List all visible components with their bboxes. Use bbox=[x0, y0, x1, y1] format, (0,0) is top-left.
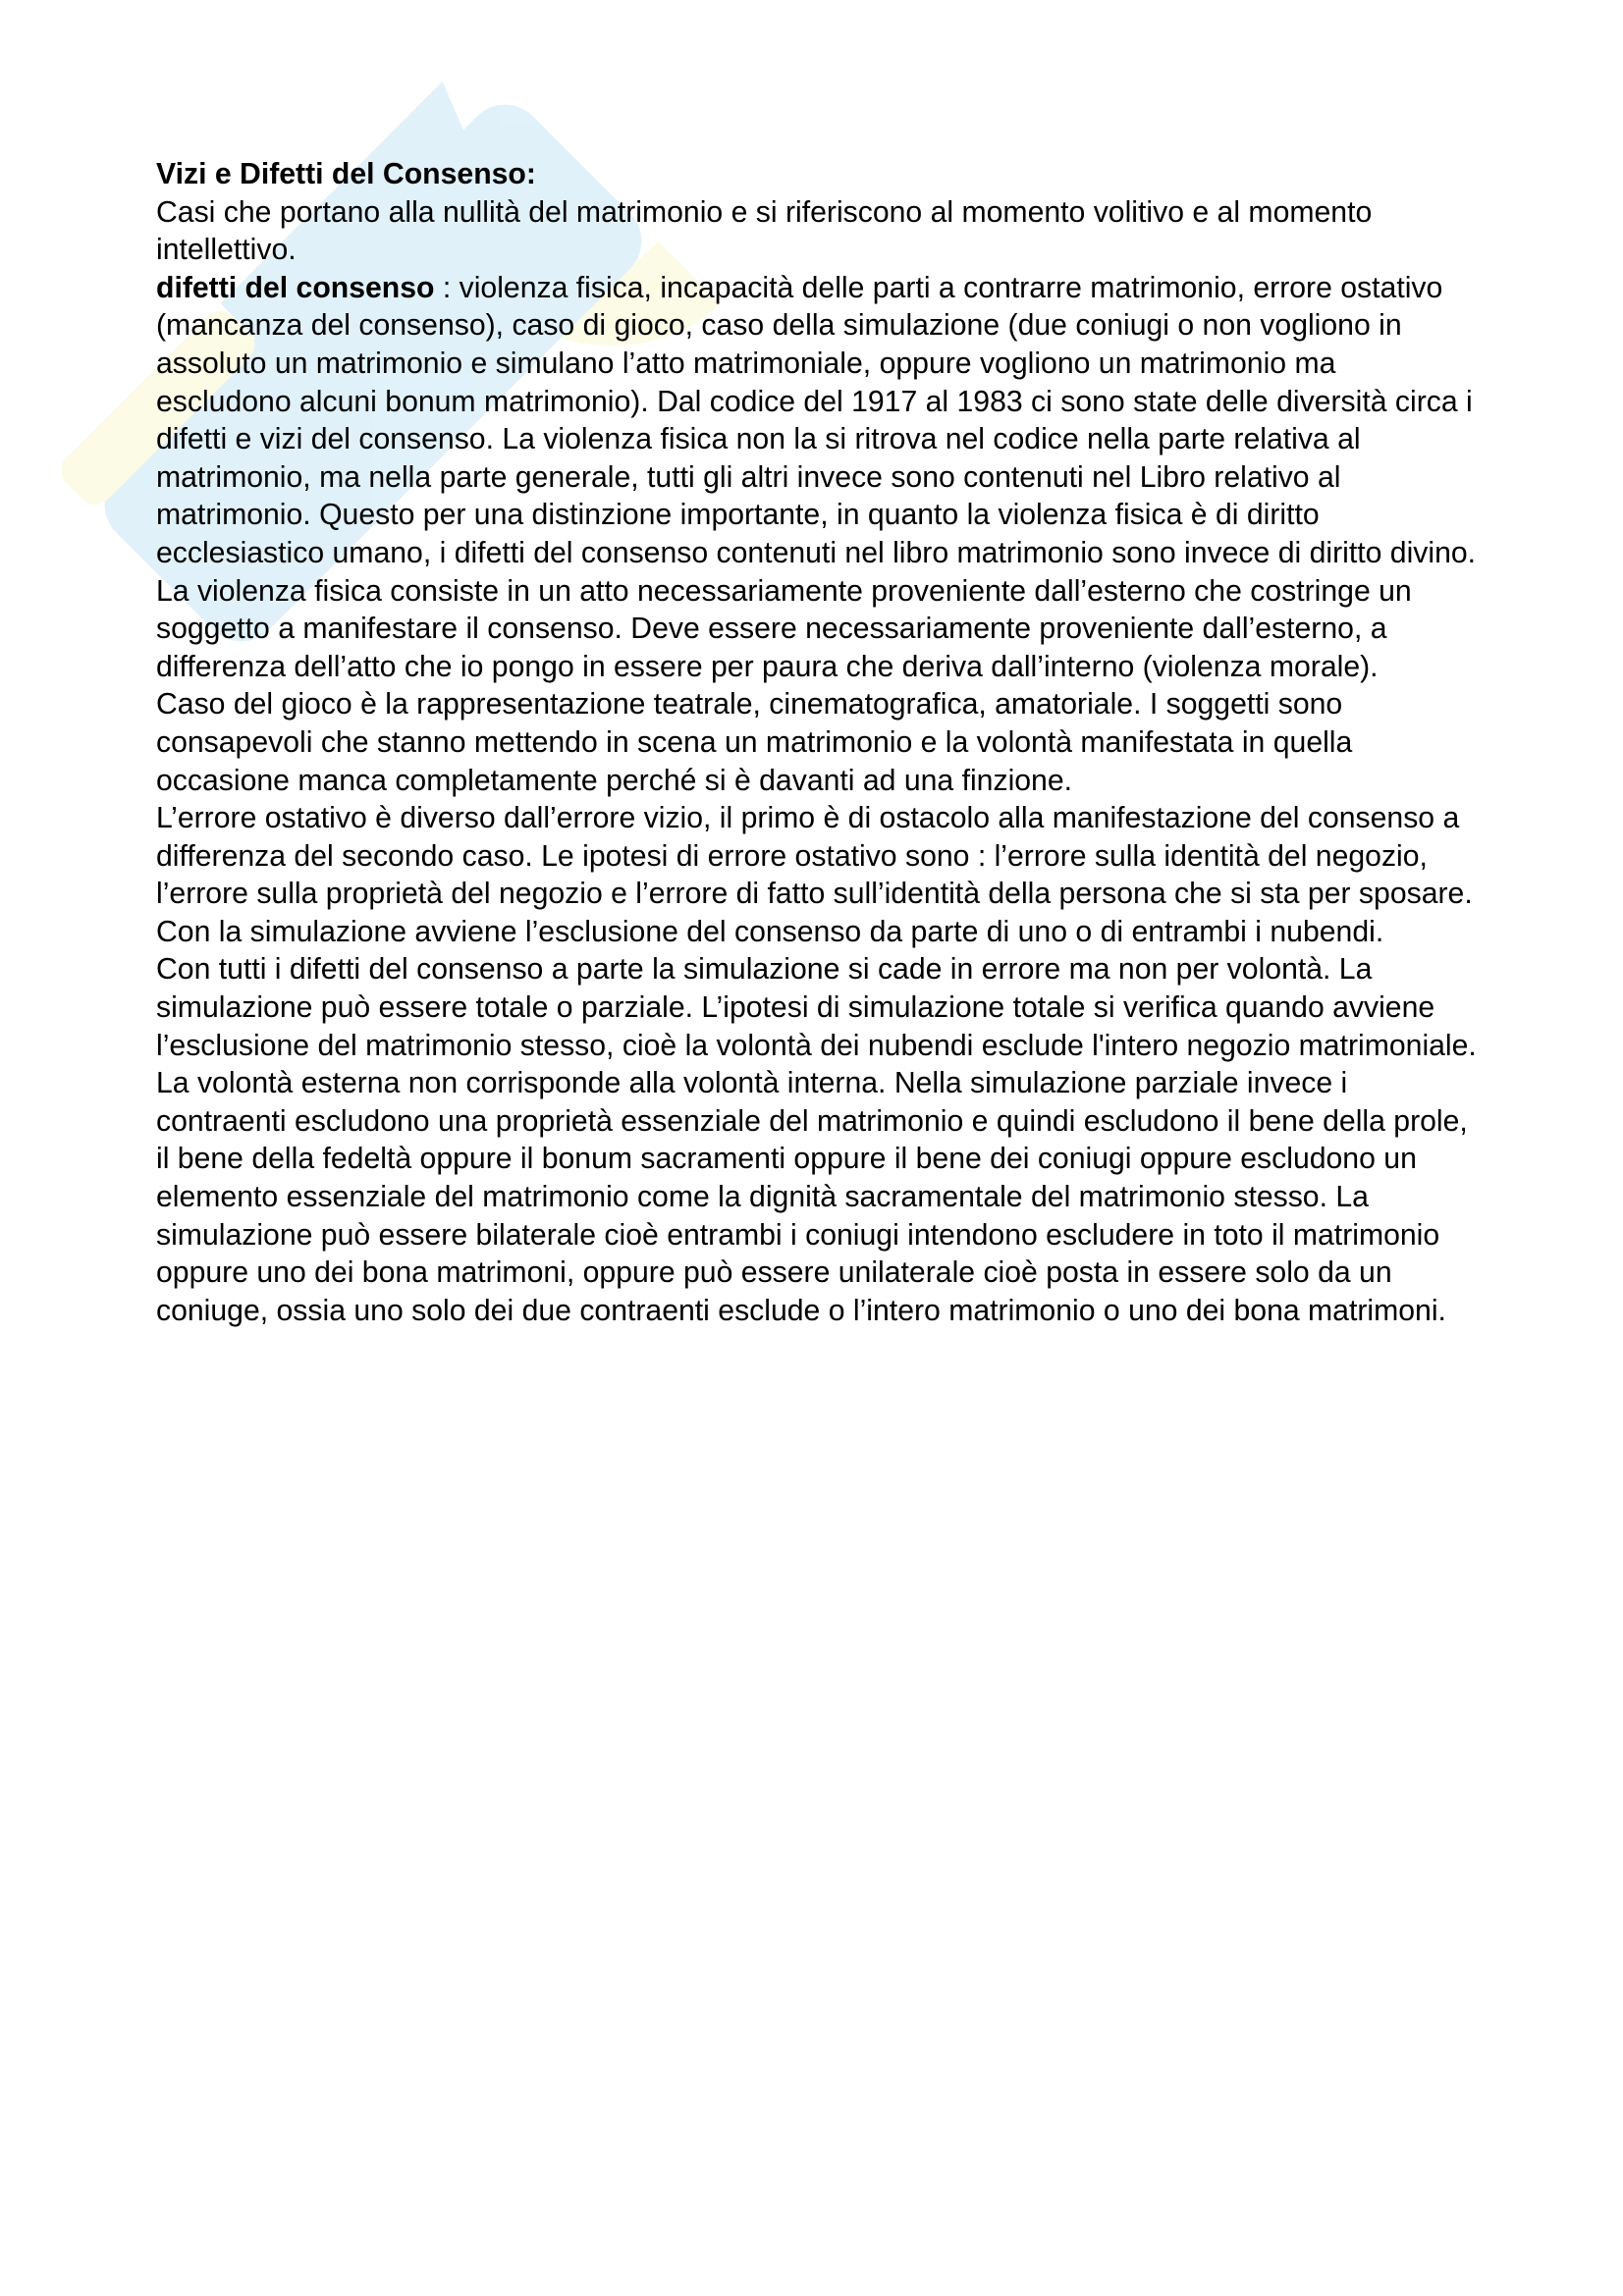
defects-paragraph bbox=[156, 270, 1477, 573]
paragraph-game-case: Caso del gioco è la rappresentazione teatrale, cinematografica, amatoriale. I soggetti sono consapevoli che stanno mettendo in scena un matrimonio e la volontà manifestata in quella occasione manca completamente perché si è davanti ad una finzione. bbox=[156, 688, 1353, 797]
intro-paragraph: Casi che portano alla nullità del matrimonio e si riferiscono al momento volitivo e al momento intellettivo. bbox=[156, 195, 1373, 267]
document-body bbox=[156, 156, 1477, 1330]
defects-term: difetti del consenso bbox=[156, 271, 435, 304]
paragraph-simulation-types: Con tutti i difetti del consenso a parte la simulazione si cade in errore ma non per volontà. La simulazione può essere totale o parziale. L’ipotesi di simulazione totale si verifica quando avviene l’esclusione del matrimonio stesso, cioè la volontà dei nubendi esclude l'intero negozio matrimoniale. La volontà esterna non corrisponde alla volontà interna. Nella simulazione parziale invece i contraenti escludono una proprietà essenziale del matrimonio e quindi escludono il bene della prole, il bene della fedeltà oppure il bonum sacramenti oppure il bene dei coniugi oppure escludono un elemento essenziale del matrimonio come la dignità sacramentale del matrimonio stesso. La simulazione può essere bilaterale cioè entrambi i coniugi intendono escludere in toto il matrimonio oppure uno dei bona matrimoni, oppure può essere unilaterale cioè posta in essere solo da un coniuge, ossia uno solo dei due contraenti esclude o l’intero matrimonio o uno dei bona matrimoni. bbox=[156, 953, 1477, 1327]
paragraph-physical-violence: La violenza fisica consiste in un atto necessariamente proveniente dall’esterno che costringe un soggetto a manifestare il consenso. Deve essere necessariamente proveniente dall’esterno, a differenza dell’atto che io pongo in essere per paura che deriva dall’interno (violenza morale). bbox=[156, 574, 1412, 683]
paragraph-simulation: Con la simulazione avviene l’esclusione del consenso da parte di uno o di entrambi i nubendi. bbox=[156, 915, 1384, 948]
paragraph-obstructive-error: L’errore ostativo è diverso dall’errore vizio, il primo è di ostacolo alla manifestazione del consenso a differenza del secondo caso. Le ipotesi di errore ostativo sono : l’errore sulla identità del negozio, l’errore sulla proprietà del negozio e l’errore di fatto sull’identità della persona che si sta per sposare. bbox=[156, 802, 1473, 911]
defects-text: : violenza fisica, incapacità delle parti a contrarre matrimonio, errore ostativo (mancanza del consenso), caso di gioco, caso della simulazione (due coniugi o non vogliono in assoluto un matrimonio e simulano l’atto matrimoniale, oppure vogliono un matrimonio ma escludono alcuni bonum matrimonio). Dal codice del 1917 al 1983 ci sono state delle diversità circa i difetti e vizi del consenso. La violenza fisica non la si ritrova nel codice nella parte relativa al matrimonio, ma nella parte generale, tutti gli altri invece sono contenuti nel Libro relativo al matrimonio. Questo per una distinzione importante, in quanto la violenza fisica è di diritto ecclesiastico umano, i difetti del consenso contenuti nel libro matrimonio sono invece di diritto divino. bbox=[156, 271, 1477, 569]
document-heading: Vizi e Difetti del Consenso: bbox=[156, 158, 536, 190]
